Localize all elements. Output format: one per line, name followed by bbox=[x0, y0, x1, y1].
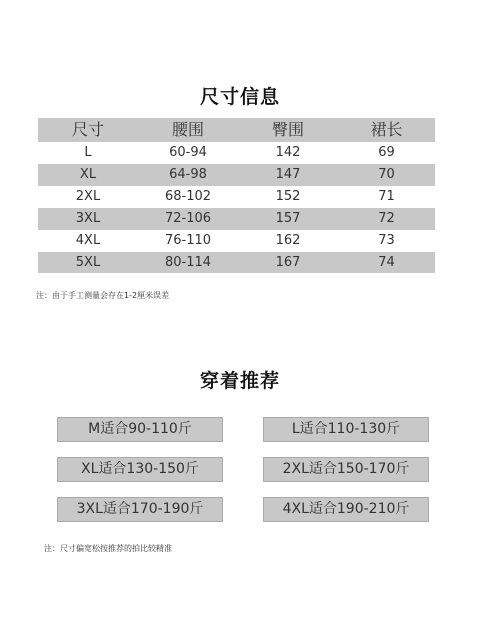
cell-size: 5XL bbox=[38, 252, 138, 274]
cell-waist: 68-102 bbox=[164, 188, 212, 204]
header-length: 裙长 bbox=[338, 118, 435, 142]
cell-waist: 60-94 bbox=[169, 145, 207, 160]
cell-waist: 72-106 bbox=[138, 208, 238, 230]
wear-recommendation-title: 穿着推荐 bbox=[199, 370, 280, 392]
recommendation-m: M适合90-110斤 bbox=[57, 417, 223, 442]
cell-hip: 152 bbox=[275, 188, 301, 204]
table-row bbox=[38, 142, 435, 164]
cell-hip: 157 bbox=[238, 208, 338, 230]
measurement-note: 注：由于手工测量会存在1-2厘米误差 bbox=[36, 291, 170, 300]
cell-size: 3XL bbox=[38, 208, 138, 230]
recommendation-note: 注：尺寸偏宽松按推荐的拍比较精准 bbox=[44, 544, 172, 553]
cell-length: 69 bbox=[378, 145, 395, 160]
cell-waist: 64-98 bbox=[138, 164, 238, 186]
size-table bbox=[38, 118, 435, 273]
recommendation-4xl: 4XL适合190-210斤 bbox=[263, 497, 429, 522]
cell-hip: 167 bbox=[238, 252, 338, 274]
header-size: 尺寸 bbox=[38, 118, 138, 142]
cell-size: L bbox=[84, 145, 92, 160]
header-waist: 腰围 bbox=[138, 118, 238, 142]
cell-size: XL bbox=[38, 164, 138, 186]
cell-hip: 142 bbox=[275, 145, 301, 160]
cell-length: 70 bbox=[338, 164, 435, 186]
cell-length: 71 bbox=[378, 188, 395, 204]
size-table-header-row bbox=[38, 118, 435, 142]
recommendation-2xl: 2XL适合150-170斤 bbox=[263, 457, 429, 482]
cell-waist: 76-110 bbox=[164, 232, 212, 248]
cell-waist: 80-114 bbox=[138, 252, 238, 274]
recommendation-l: L适合110-130斤 bbox=[263, 417, 429, 442]
cell-hip: 147 bbox=[238, 164, 338, 186]
table-row bbox=[38, 230, 435, 252]
table-row bbox=[38, 252, 435, 274]
recommendation-xl: XL适合130-150斤 bbox=[57, 457, 223, 482]
table-row bbox=[38, 164, 435, 186]
table-row bbox=[38, 208, 435, 230]
cell-size: 4XL bbox=[75, 232, 101, 248]
size-info-title: 尺寸信息 bbox=[199, 86, 280, 108]
cell-length: 73 bbox=[378, 232, 395, 248]
table-row bbox=[38, 186, 435, 208]
cell-size: 2XL bbox=[75, 188, 101, 204]
recommendation-3xl: 3XL适合170-190斤 bbox=[57, 497, 223, 522]
cell-hip: 162 bbox=[275, 232, 301, 248]
cell-length: 72 bbox=[338, 208, 435, 230]
header-hip: 臀围 bbox=[238, 118, 338, 142]
cell-length: 74 bbox=[338, 252, 435, 274]
